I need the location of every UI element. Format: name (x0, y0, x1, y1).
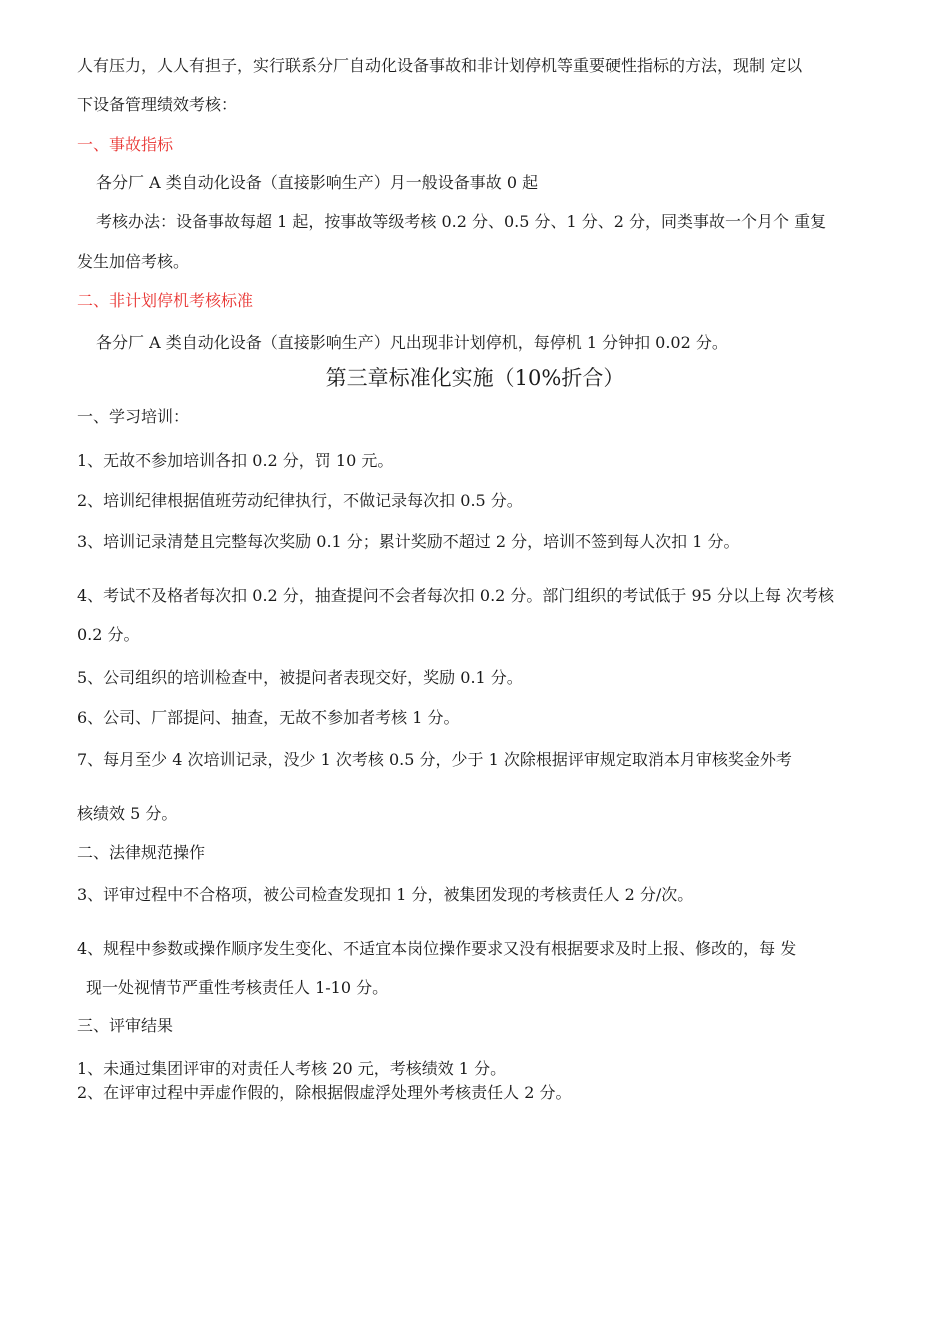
accident-target-text: 各分厂 A 类自动化设备（直接影响生产）月一般设备事故 0 起 (96, 173, 539, 192)
training-item-4-line-2: 0.2 分。 (77, 625, 140, 644)
legal-heading: 二、法律规范操作 (77, 843, 206, 862)
accident-method-line-1: 考核办法：设备事故每超 1 起，按事故等级考核 0.2 分、0.5 分、1 分、2 分，同类事故一个月个 重复 (96, 212, 827, 231)
review-item-1: 1、未通过集团评审的对责任人考核 20 元，考核绩效 1 分。 (77, 1059, 507, 1078)
training-item-7-line-2: 核绩效 5 分。 (77, 804, 178, 823)
section-heading-unplanned-stop: 二、非计划停机考核标准 (77, 291, 254, 310)
unplanned-stop-text: 各分厂 A 类自动化设备（直接影响生产）凡出现非计划停机，每停机 1 分钟扣 0.02 分。 (96, 333, 728, 352)
chapter-title: 第三章标准化实施（10%折合） (325, 366, 625, 390)
intro-line-1: 人有压力，人人有担子，实行联系分厂自动化设备事故和非计划停机等重要硬性指标的方法，现制 定以 (77, 56, 803, 75)
training-item-3: 3、培训记录清楚且完整每次奖励 0.1 分；累计奖励不超过 2 分，培训不签到每人次扣 1 分。 (77, 532, 740, 551)
training-item-4-line-1: 4、考试不及格者每次扣 0.2 分，抽查提问不会者每次扣 0.2 分。部门组织的考试低于 95 分以上每 次考核 (77, 586, 835, 605)
legal-item-4-line-1: 4、规程中参数或操作顺序发生变化、不适宜本岗位操作要求又没有根据要求及时上报、修改的，每 发 (77, 939, 797, 958)
review-heading: 三、评审结果 (77, 1016, 174, 1035)
training-item-2: 2、培训纪律根据值班劳动纪律执行，不做记录每次扣 0.5 分。 (77, 491, 523, 510)
training-item-5: 5、公司组织的培训检查中，被提问者表现交好，奖励 0.1 分。 (77, 668, 523, 687)
training-item-1: 1、无故不参加培训各扣 0.2 分，罚 10 元。 (77, 451, 394, 470)
review-item-2: 2、在评审过程中弄虚作假的，除根据假虚浮处理外考核责任人 2 分。 (77, 1083, 572, 1102)
intro-line-2: 下设备管理绩效考核： (77, 95, 238, 114)
training-heading: 一、学习培训： (77, 407, 190, 426)
training-item-6: 6、公司、厂部提问、抽查，无故不参加者考核 1 分。 (77, 708, 460, 727)
section-heading-accident: 一、事故指标 (77, 135, 174, 154)
training-item-7-line-1: 7、每月至少 4 次培训记录，没少 1 次考核 0.5 分，少于 1 次除根据评审规定取消本月审核奖金外考 (77, 750, 792, 769)
legal-item-3: 3、评审过程中不合格项，被公司检查发现扣 1 分，被集团发现的考核责任人 2 分/次。 (77, 885, 694, 904)
legal-item-4-line-2: 现一处视情节严重性考核责任人 1-10 分。 (86, 978, 389, 997)
accident-method-line-2: 发生加倍考核。 (77, 252, 190, 271)
